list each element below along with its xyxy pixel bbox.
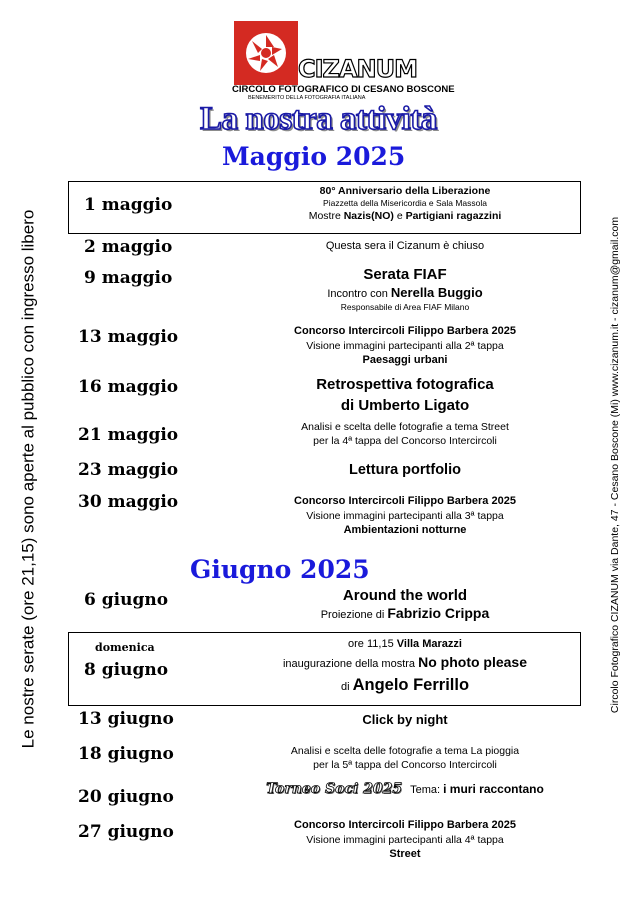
event-weekday: domenica bbox=[95, 641, 155, 654]
event-details: Around the world Proiezione di Fabrizio Crippa bbox=[320, 587, 490, 621]
event-date: 20 giugno bbox=[78, 787, 174, 807]
event-details: Retrospettiva fotografica di Umberto Ligato bbox=[316, 376, 494, 414]
month-title-june: Giugno 2025 bbox=[190, 555, 370, 584]
event-date: 1 maggio bbox=[84, 195, 173, 215]
page-title: La nostra attività bbox=[200, 101, 437, 137]
event-details: Concorso Intercircoli Filippo Barbera 2025 Visione immagini partecipanti alla 3ª tappa Ambientazioni notturne bbox=[294, 495, 516, 536]
event-date: 27 giugno bbox=[78, 822, 174, 842]
event-date: 21 maggio bbox=[78, 425, 179, 445]
event-details: Questa sera il Cizanum è chiuso bbox=[325, 240, 485, 252]
brand-name: CIZANUM bbox=[298, 55, 417, 83]
event-date: 13 giugno bbox=[78, 709, 174, 729]
cizanum-logo-icon bbox=[234, 21, 298, 85]
event-date: 23 maggio bbox=[78, 460, 179, 480]
event-details: Serata FIAF Incontro con Nerella Buggio Responsabile di Area FIAF Milano bbox=[327, 266, 483, 312]
club-subtitle: BENEMERITO DELLA FOTOGRAFIA ITALIANA bbox=[248, 95, 366, 101]
event-details: Lettura portfolio bbox=[349, 462, 461, 478]
event-date: 8 giugno bbox=[84, 660, 169, 680]
month-title-may: Maggio 2025 bbox=[222, 142, 406, 171]
event-details: Torneo Soci 2025 Tema: i muri raccontano bbox=[266, 781, 544, 797]
torneo-soci-logo: Torneo Soci 2025 bbox=[266, 781, 403, 797]
event-details: Analisi e scelta delle fotografie a tema La pioggia per la 5ª tappa del Concorso Intercircoli bbox=[290, 745, 520, 771]
event-details: Concorso Intercircoli Filippo Barbera 2025 Visione immagini partecipanti alla 4ª tappa Street bbox=[294, 819, 516, 860]
event-date: 18 giugno bbox=[78, 744, 174, 764]
event-date: 13 maggio bbox=[78, 327, 179, 347]
event-date: 16 maggio bbox=[78, 377, 179, 397]
event-date: 2 maggio bbox=[84, 237, 173, 257]
event-details: 80° Anniversario della Liberazione Piazzetta della Misericordia e Sala Massola Mostre Nazis(NO) e Partigiani ragazzini bbox=[308, 185, 502, 222]
event-details: Analisi e scelta delle fotografie a tema Street per la 4ª tappa del Concorso Intercircoli bbox=[301, 421, 509, 447]
event-date: 30 maggio bbox=[78, 492, 179, 512]
side-contact-right: Circolo Fotografico CIZANUM via Dante, 47 - Cesano Boscone (Mi) www.cizanum.it - cizanum@gmail.com bbox=[609, 216, 621, 714]
event-details: ore 11,15 Villa Marazzi inaugurazione della mostra No photo please di Angelo Ferrillo bbox=[282, 638, 528, 694]
event-details: Concorso Intercircoli Filippo Barbera 2025 Visione immagini partecipanti alla 2ª tappa Paesaggi urbani bbox=[294, 325, 516, 366]
club-name: CIRCOLO FOTOGRAFICO DI CESANO BOSCONE bbox=[232, 84, 455, 95]
side-note-left: Le nostre serate (ore 21,15) sono aperte al pubblico con ingresso libero bbox=[18, 209, 38, 748]
event-date: 6 giugno bbox=[84, 590, 169, 610]
event-date: 9 maggio bbox=[84, 268, 173, 288]
event-details: Click by night bbox=[362, 712, 448, 727]
